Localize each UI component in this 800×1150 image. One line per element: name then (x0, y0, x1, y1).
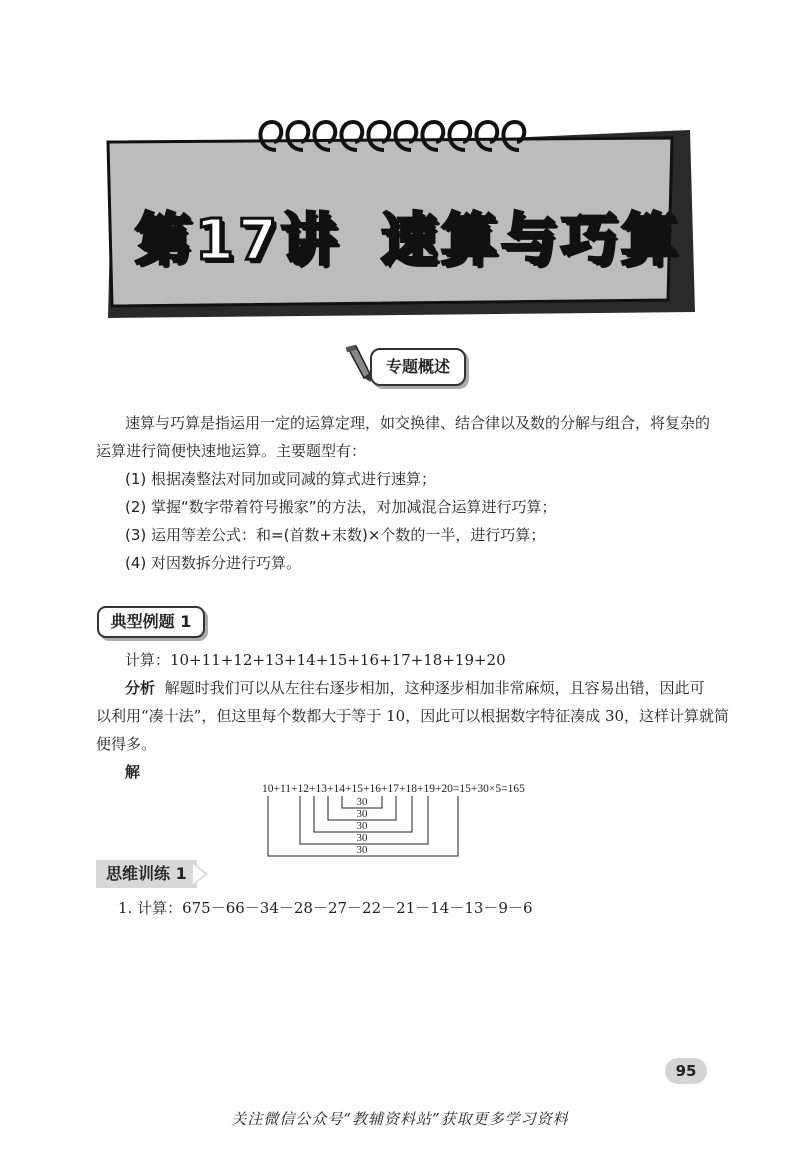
example-badge: 典型例题 1 (97, 606, 205, 638)
pair-sum-2: 30 (356, 808, 368, 820)
intro-line-2: 运算进行简便快速地运算。主要题型有： (96, 442, 367, 460)
training-question: 1. 计算：675－66－34－28－27－22－21－14－13－9－6 (118, 899, 533, 917)
analysis-line-2: 以利用“凑十法”，但这里每个数都大于等于 10，因此可以根据数字特征凑成 30，这样计算就简 (96, 707, 730, 725)
pair-sum-1: 30 (356, 796, 368, 808)
training-badge: 思维训练 1 (96, 860, 197, 888)
title-banner (0, 0, 800, 330)
pairing-equation: 10+11+12+13+14+15+16+17+18+19+20=15+30×5=165 (262, 783, 525, 795)
pair-sum-5: 30 (356, 844, 368, 856)
overview-item-1: (1) 根据凑整法对同加或同减的算式进行速算； (125, 470, 437, 488)
pair-sum-4: 30 (356, 832, 368, 844)
overview-item-4: (4) 对因数拆分进行巧算。 (125, 554, 302, 572)
example-problem: 计算：10+11+12+13+14+15+16+17+18+19+20 (125, 651, 506, 669)
page-number: 95 (665, 1058, 707, 1084)
solution-label: 解 (125, 763, 141, 781)
training-arrow-inner (193, 864, 205, 884)
overview-badge: 专题概述 (370, 348, 466, 386)
lecture-topic: 速算与巧算 (380, 208, 681, 273)
analysis-line-3: 便得多。 (96, 735, 157, 753)
overview-item-2: (2) 掌握“数字带着符号搬家”的方法，对加减混合运算进行巧算； (125, 498, 557, 516)
intro-line-1: 速算与巧算是指运用一定的运算定理，如交换律、结合律以及数的分解与组合，将复杂的 (125, 414, 711, 432)
lecture-title (135, 196, 681, 276)
footer-note: 关注微信公众号“教辅资料站”获取更多学习资料 (231, 1110, 569, 1128)
overview-item-3: (3) 运用等差公式：和=(首数+末数)×个数的一半，进行巧算； (125, 526, 546, 544)
analysis-line-1: 解题时我们可以从左往右逐步相加，这种逐步相加非常麻烦，且容易出错，因此可 (164, 679, 705, 697)
pair-sum-3: 30 (356, 820, 368, 832)
pencil-icon (340, 344, 374, 384)
lecture-number: 第17讲 (135, 208, 341, 273)
analysis-label: 分析 (125, 679, 156, 697)
